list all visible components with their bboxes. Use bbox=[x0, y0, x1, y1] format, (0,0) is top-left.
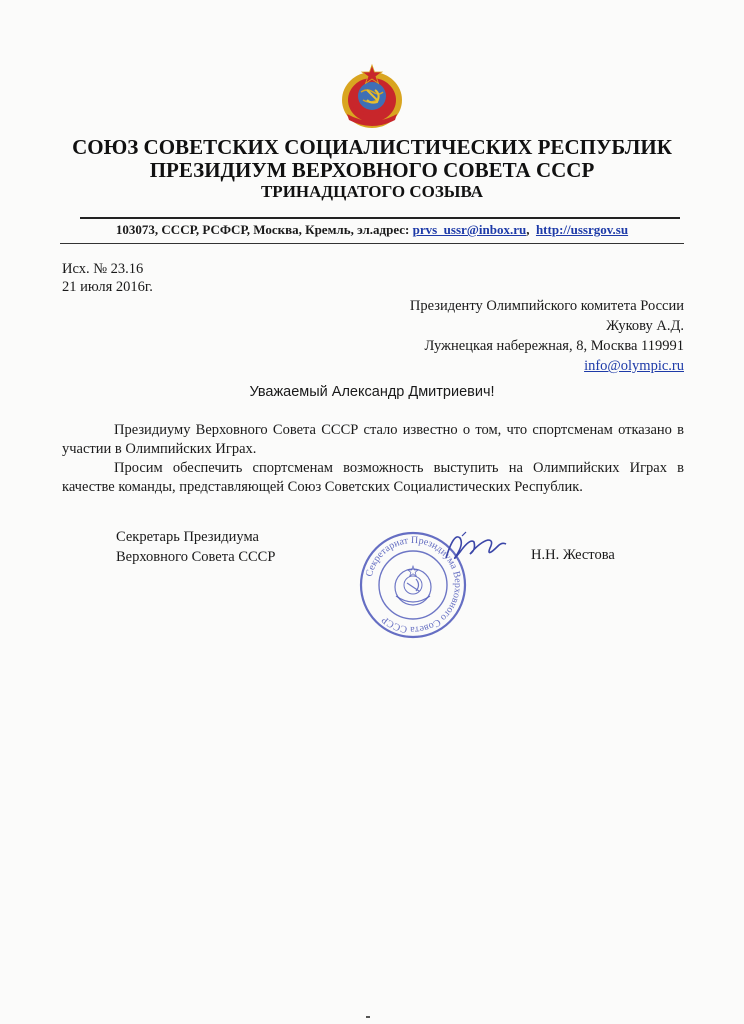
recipient-line2: Жукову А.Д. bbox=[606, 318, 684, 334]
header-divider-thick bbox=[80, 217, 680, 219]
salutation: Уважаемый Александр Дмитриевич! bbox=[249, 384, 495, 400]
handwritten-signature bbox=[440, 528, 510, 568]
letter-body bbox=[62, 421, 684, 497]
header-address-line bbox=[0, 222, 744, 238]
outgoing-date: 21 июля 2016г. bbox=[62, 279, 153, 295]
signatory-name: Н.Н. Жестова bbox=[531, 547, 615, 563]
body-paragraph-1: Президиуму Верховного Совета СССР стало известно о том, что спортсменам отказано в участии в Олимпийских Играх. bbox=[62, 422, 684, 457]
recipient-email-link[interactable]: info@olympic.ru bbox=[584, 358, 684, 374]
header-title-line1: СОЮЗ СОВЕТСКИХ СОЦИАЛИСТИЧЕСКИХ РЕСПУБЛИК bbox=[72, 135, 672, 159]
recipient-block bbox=[410, 296, 684, 376]
header-divider-thin bbox=[60, 243, 684, 244]
scan-mark bbox=[366, 1016, 370, 1018]
header-email-link[interactable]: prvs_ussr@inbox.ru bbox=[412, 222, 527, 237]
header-website-link[interactable]: http://ussrgov.su bbox=[535, 222, 629, 237]
stamp-text: Секретариат Президиума Верховного Совета СССР bbox=[363, 534, 464, 636]
outgoing-number: Исх. № 23.16 bbox=[62, 261, 144, 277]
signatory-title-line1: Секретарь Президиума bbox=[116, 529, 259, 545]
body-paragraph-2: Просим обеспечить спортсменам возможность выступить на Олимпийских Играх в качестве команды, представляющей Союз Советских Социалистических Республик. bbox=[62, 460, 684, 495]
outgoing-reference bbox=[62, 260, 153, 296]
recipient-line1: Президенту Олимпийского комитета России bbox=[409, 298, 684, 314]
recipient-line3: Лужнецкая набережная, 8, Москва 119991 bbox=[424, 338, 684, 354]
header-title-line3: ТРИНАДЦАТОГО СОЗЫВА bbox=[260, 182, 484, 201]
header-title-line2: ПРЕЗИДИУМ ВЕРХОВНОГО СОВЕТА СССР bbox=[149, 158, 595, 182]
address-text: 103073, СССР, РСФСР, Москва, Кремль, эл.адрес: bbox=[115, 222, 410, 237]
address-separator: , bbox=[526, 222, 530, 237]
ussr-emblem-icon bbox=[337, 62, 407, 132]
signatory-title bbox=[116, 527, 275, 567]
signatory-title-line2: Верховного Совета СССР bbox=[116, 549, 276, 565]
